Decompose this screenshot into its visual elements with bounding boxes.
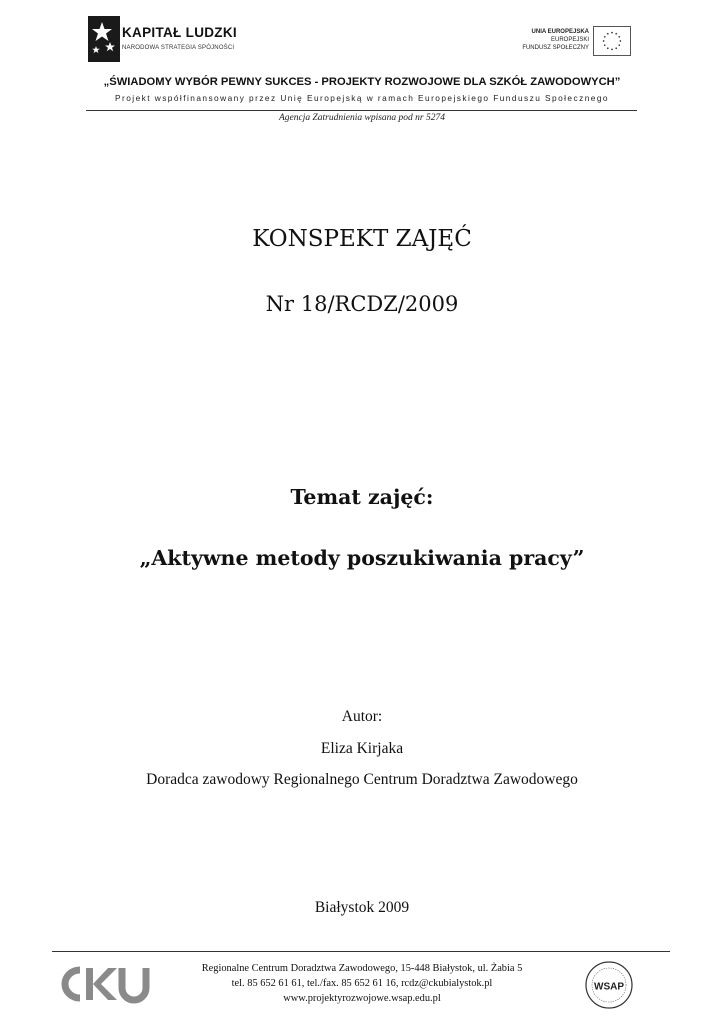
author-label: Autor:: [341, 708, 383, 725]
wsap-seal-logo: [584, 960, 634, 1010]
eu-logo-line3: FUNDUSZ SPOŁECZNY: [522, 45, 589, 51]
document-number: Nr 18/RCDZ/2009: [265, 292, 459, 316]
eu-logo-line1: UNIA EUROPEJSKA: [531, 29, 589, 35]
eu-flag-icon: [593, 26, 631, 56]
cku-logo: [52, 964, 152, 1004]
eu-star-icon: [603, 40, 605, 42]
footer-phone-email: tel. 85 652 61 61, tel./fax. 85 652 61 16, rcdz@ckubialystok.pl: [231, 978, 493, 989]
kapital-ludzki-star-icon: [88, 16, 120, 62]
eu-star-icon: [607, 47, 609, 49]
eu-star-icon: [607, 33, 609, 35]
eu-star-icon: [604, 36, 606, 38]
eu-star-icon: [611, 32, 613, 34]
place-and-date: Białystok 2009: [314, 899, 410, 916]
footer-website: www.projektyrozwojowe.wsap.edu.pl: [283, 993, 441, 1004]
agency-note: Agencja Zatrudnienia wpisana pod nr 5274: [279, 113, 445, 123]
footer-address: Regionalne Centrum Doradztwa Zawodowego, 15-448 Białystok, ul. Żabia 5: [201, 963, 523, 974]
eu-star-icon: [615, 33, 617, 35]
eu-star-icon: [620, 40, 622, 42]
author-role: Doradca zawodowy Regionalnego Centrum Doradztwa Zawodowego: [146, 771, 578, 788]
eu-logo: [505, 26, 631, 60]
footer-divider: [52, 951, 670, 952]
eu-star-icon: [618, 36, 620, 38]
eu-star-icon: [611, 49, 613, 51]
kapital-ludzki-subtitle: NARODOWA STRATEGIA SPÓJNOŚCI: [122, 45, 235, 51]
eu-star-icon: [618, 44, 620, 46]
wsap-text: WSAP: [594, 981, 624, 993]
eu-star-icon: [615, 47, 617, 49]
project-title: „ŚWIADOMY WYBÓR PEWNY SUKCES - PROJEKTY ROZWOJOWE DLA SZKÓŁ ZAWODOWYCH”: [103, 76, 621, 88]
eu-star-icon: [604, 44, 606, 46]
topic-label: Temat zajęć:: [290, 485, 434, 509]
eu-logo-text: [522, 28, 589, 52]
footer-contact: [150, 961, 574, 1006]
eu-logo-line2: EUROPEJSKI: [550, 37, 589, 43]
author-name: Eliza Kirjaka: [320, 740, 404, 757]
document-title: KONSPEKT ZAJĘĆ: [252, 226, 472, 252]
header-divider: [86, 110, 637, 111]
kapital-ludzki-logo: [88, 16, 268, 62]
project-subtitle: Projekt współfinansowany przez Unię Europejską w ramach Europejskiego Funduszu Społecznego: [115, 93, 609, 103]
kapital-ludzki-title: KAPITAŁ LUDZKI: [122, 25, 237, 40]
topic-value: „Aktywne metody poszukiwania pracy”: [139, 546, 585, 570]
